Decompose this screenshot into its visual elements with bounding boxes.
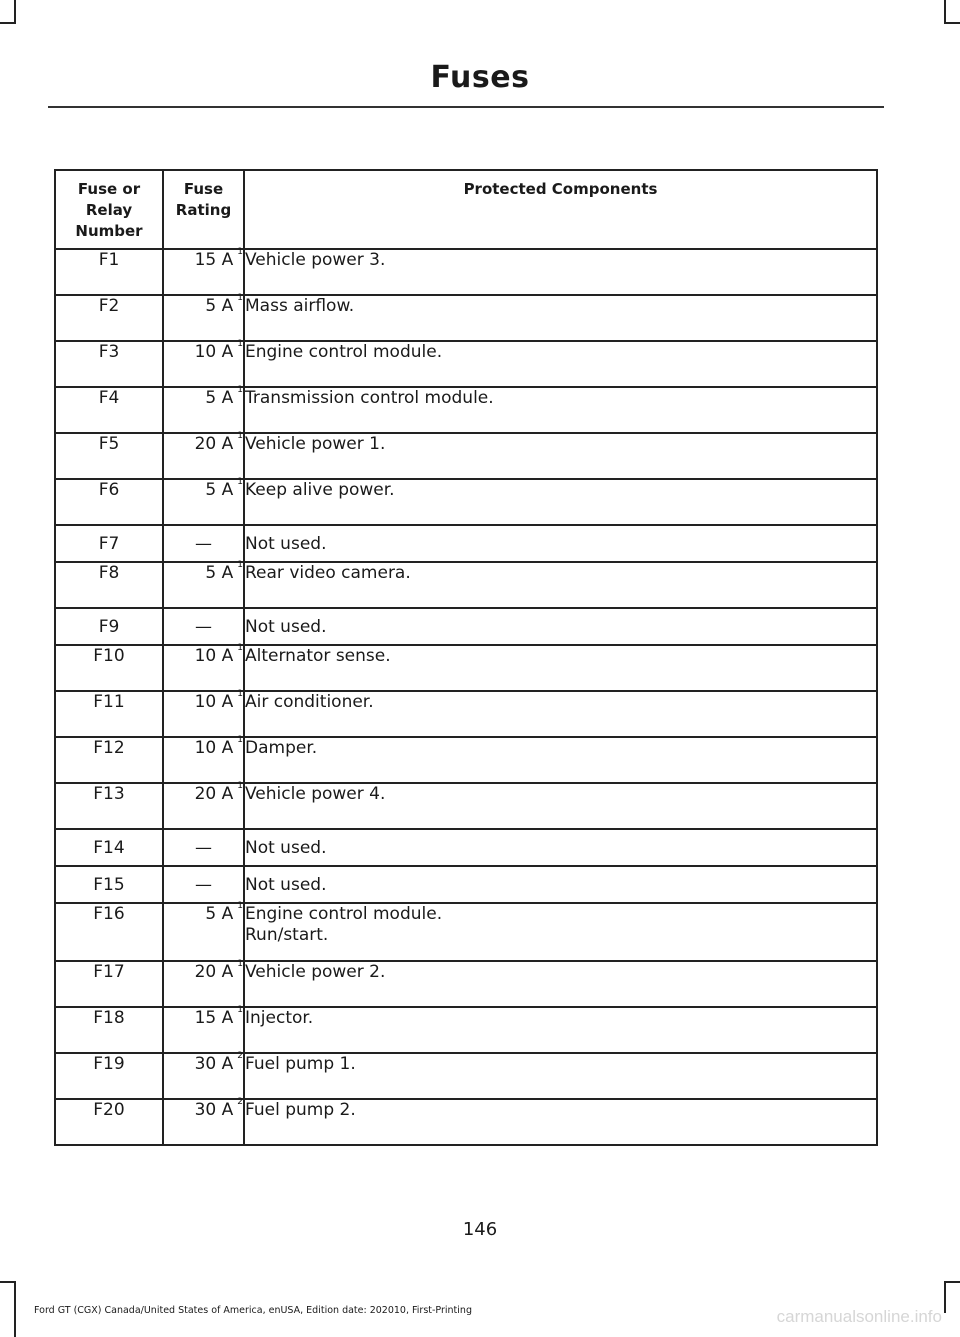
fuse-rating: 5 A: [205, 388, 234, 408]
table-row: [55, 562, 877, 608]
fuse-rating-cell: [163, 249, 244, 295]
fuse-rating: 30 A: [194, 1100, 234, 1120]
fuse-rating-cell: [163, 479, 244, 525]
table-header-row: [55, 170, 877, 249]
table-row: [55, 783, 877, 829]
component-line: Air conditioner.: [245, 692, 374, 712]
fuse-number: F2: [55, 295, 163, 341]
component-line: Not used.: [245, 617, 327, 637]
fuse-rating-cell: [163, 1007, 244, 1053]
footnote-marker: 1: [237, 689, 243, 699]
component-line: Rear video camera.: [245, 563, 411, 583]
table-row: [55, 479, 877, 525]
fuse-rating-cell: [163, 691, 244, 737]
component-line: Mass airflow.: [245, 296, 355, 316]
table-row: [55, 433, 877, 479]
component-line: Fuel pump 1.: [245, 1054, 356, 1074]
crop-mark: [0, 22, 16, 24]
component-line: Engine control module.: [245, 904, 443, 924]
fuse-rating-cell: [163, 1053, 244, 1099]
footer-text: Ford GT (CGX) Canada/United States of America, enUSA, Edition date: 202010, First-Printing: [34, 1305, 472, 1316]
fuse-number: F9: [55, 608, 163, 645]
footnote-marker: 1: [237, 1005, 243, 1015]
fuse-rating: —: [195, 534, 212, 554]
fuse-rating-cell: [163, 829, 244, 866]
footnote-marker: 1: [237, 477, 243, 487]
fuse-number: F17: [55, 961, 163, 1007]
fuse-rating: 10 A: [194, 692, 234, 712]
table-row: [55, 387, 877, 433]
table-row: [55, 645, 877, 691]
fuse-number: F6: [55, 479, 163, 525]
protected-components: [244, 783, 877, 829]
fuse-rating-cell: [163, 645, 244, 691]
component-line: Fuel pump 2.: [245, 1100, 356, 1120]
fuse-rating-cell: [163, 387, 244, 433]
crop-mark: [944, 1283, 946, 1313]
fuse-rating: 5 A: [205, 296, 234, 316]
footnote-marker: 1: [237, 560, 243, 570]
fuse-number: F12: [55, 737, 163, 783]
fuse-rating: 10 A: [194, 738, 234, 758]
protected-components: [244, 341, 877, 387]
fuse-rating: 15 A: [194, 250, 234, 270]
table-row: [55, 341, 877, 387]
crop-mark: [944, 1281, 960, 1283]
table-row: [55, 1099, 877, 1145]
component-line: Run/start.: [245, 925, 329, 945]
fuse-rating-cell: [163, 525, 244, 562]
crop-mark: [14, 1283, 16, 1337]
fuse-number: F5: [55, 433, 163, 479]
fuse-rating-cell: [163, 295, 244, 341]
footnote-marker: 1: [237, 735, 243, 745]
protected-components: [244, 829, 877, 866]
table-row: [55, 691, 877, 737]
page-number: 146: [462, 1219, 498, 1240]
component-line: Vehicle power 3.: [245, 250, 386, 270]
footnote-marker: 1: [237, 385, 243, 395]
crop-mark: [944, 0, 946, 22]
fuse-rating-cell: [163, 961, 244, 1007]
protected-components: [244, 1053, 877, 1099]
component-line: Not used.: [245, 875, 327, 895]
fuse-number: F20: [55, 1099, 163, 1145]
fuse-rating: 15 A: [194, 1008, 234, 1028]
fuse-rating: 20 A: [194, 784, 234, 804]
protected-components: [244, 608, 877, 645]
fuse-rating-cell: [163, 1099, 244, 1145]
table-row: [55, 737, 877, 783]
fuse-rating: 20 A: [194, 962, 234, 982]
footnote-marker: 1: [237, 959, 243, 969]
protected-components: [244, 1099, 877, 1145]
fuse-rating-cell: [163, 608, 244, 645]
protected-components: [244, 433, 877, 479]
fuse-rating-cell: [163, 737, 244, 783]
table-row: [55, 295, 877, 341]
table-row: [55, 1053, 877, 1099]
fuse-rating: —: [195, 838, 212, 858]
protected-components: [244, 645, 877, 691]
fuse-rating: 10 A: [194, 646, 234, 666]
crop-mark: [944, 22, 960, 24]
fuse-number: F7: [55, 525, 163, 562]
protected-components: [244, 525, 877, 562]
fuse-rating-cell: [163, 433, 244, 479]
fuse-rating: 30 A: [194, 1054, 234, 1074]
fuse-number: F10: [55, 645, 163, 691]
footnote-marker: 1: [237, 643, 243, 653]
fuse-number: F1: [55, 249, 163, 295]
protected-components: [244, 1007, 877, 1053]
header-fuse-rating: Fuse Rating: [163, 170, 244, 249]
protected-components: [244, 903, 877, 961]
fuse-number: F14: [55, 829, 163, 866]
table-row: [55, 525, 877, 562]
fuse-number: F4: [55, 387, 163, 433]
fuse-number: F15: [55, 866, 163, 903]
component-line: Transmission control module.: [245, 388, 494, 408]
component-line: Alternator sense.: [245, 646, 391, 666]
fuse-rating: 5 A: [205, 904, 234, 924]
watermark: carmanualsonline.info: [776, 1307, 942, 1326]
header-fuse-number: Fuse or Relay Number: [55, 170, 163, 249]
fuse-rating-cell: [163, 903, 244, 961]
fuse-table: [54, 169, 878, 1146]
component-line: Vehicle power 1.: [245, 434, 386, 454]
component-line: Damper.: [245, 738, 318, 758]
protected-components: [244, 866, 877, 903]
fuse-rating-cell: [163, 562, 244, 608]
fuse-rating: 5 A: [205, 480, 234, 500]
title-divider: [48, 106, 884, 108]
component-line: Keep alive power.: [245, 480, 395, 500]
protected-components: [244, 387, 877, 433]
component-line: Engine control module.: [245, 342, 443, 362]
table-row: [55, 608, 877, 645]
fuse-rating-cell: [163, 341, 244, 387]
table-row: [55, 866, 877, 903]
table-row: [55, 249, 877, 295]
fuse-rating: —: [195, 617, 212, 637]
fuse-rating: 10 A: [194, 342, 234, 362]
fuse-number: F8: [55, 562, 163, 608]
footnote-marker: 1: [237, 901, 243, 911]
protected-components: [244, 737, 877, 783]
footnote-marker: 1: [237, 339, 243, 349]
fuse-rating: 20 A: [194, 434, 234, 454]
footnote-marker: 2: [237, 1051, 243, 1061]
protected-components: [244, 295, 877, 341]
fuse-rating: —: [195, 875, 212, 895]
fuse-rating-cell: [163, 866, 244, 903]
fuse-number: F18: [55, 1007, 163, 1053]
component-line: Injector.: [245, 1008, 314, 1028]
protected-components: [244, 479, 877, 525]
component-line: Not used.: [245, 534, 327, 554]
component-line: Vehicle power 2.: [245, 962, 386, 982]
fuse-number: F11: [55, 691, 163, 737]
footnote-marker: 1: [237, 293, 243, 303]
page-title: Fuses: [430, 60, 530, 95]
protected-components: [244, 961, 877, 1007]
crop-mark: [14, 0, 16, 22]
fuse-rating: 5 A: [205, 563, 234, 583]
protected-components: [244, 249, 877, 295]
component-line: Vehicle power 4.: [245, 784, 386, 804]
protected-components: [244, 691, 877, 737]
protected-components: [244, 562, 877, 608]
footnote-marker: 1: [237, 431, 243, 441]
table-row: [55, 829, 877, 866]
fuse-rating-cell: [163, 783, 244, 829]
fuse-number: F19: [55, 1053, 163, 1099]
table-row: [55, 1007, 877, 1053]
table-row: [55, 903, 877, 961]
footnote-marker: 1: [237, 781, 243, 791]
table-row: [55, 961, 877, 1007]
fuse-number: F16: [55, 903, 163, 961]
fuse-number: F3: [55, 341, 163, 387]
header-protected-components: Protected Components: [244, 170, 877, 249]
component-line: Not used.: [245, 838, 327, 858]
footnote-marker: 2: [237, 1097, 243, 1107]
footnote-marker: 1: [237, 247, 243, 257]
fuse-number: F13: [55, 783, 163, 829]
